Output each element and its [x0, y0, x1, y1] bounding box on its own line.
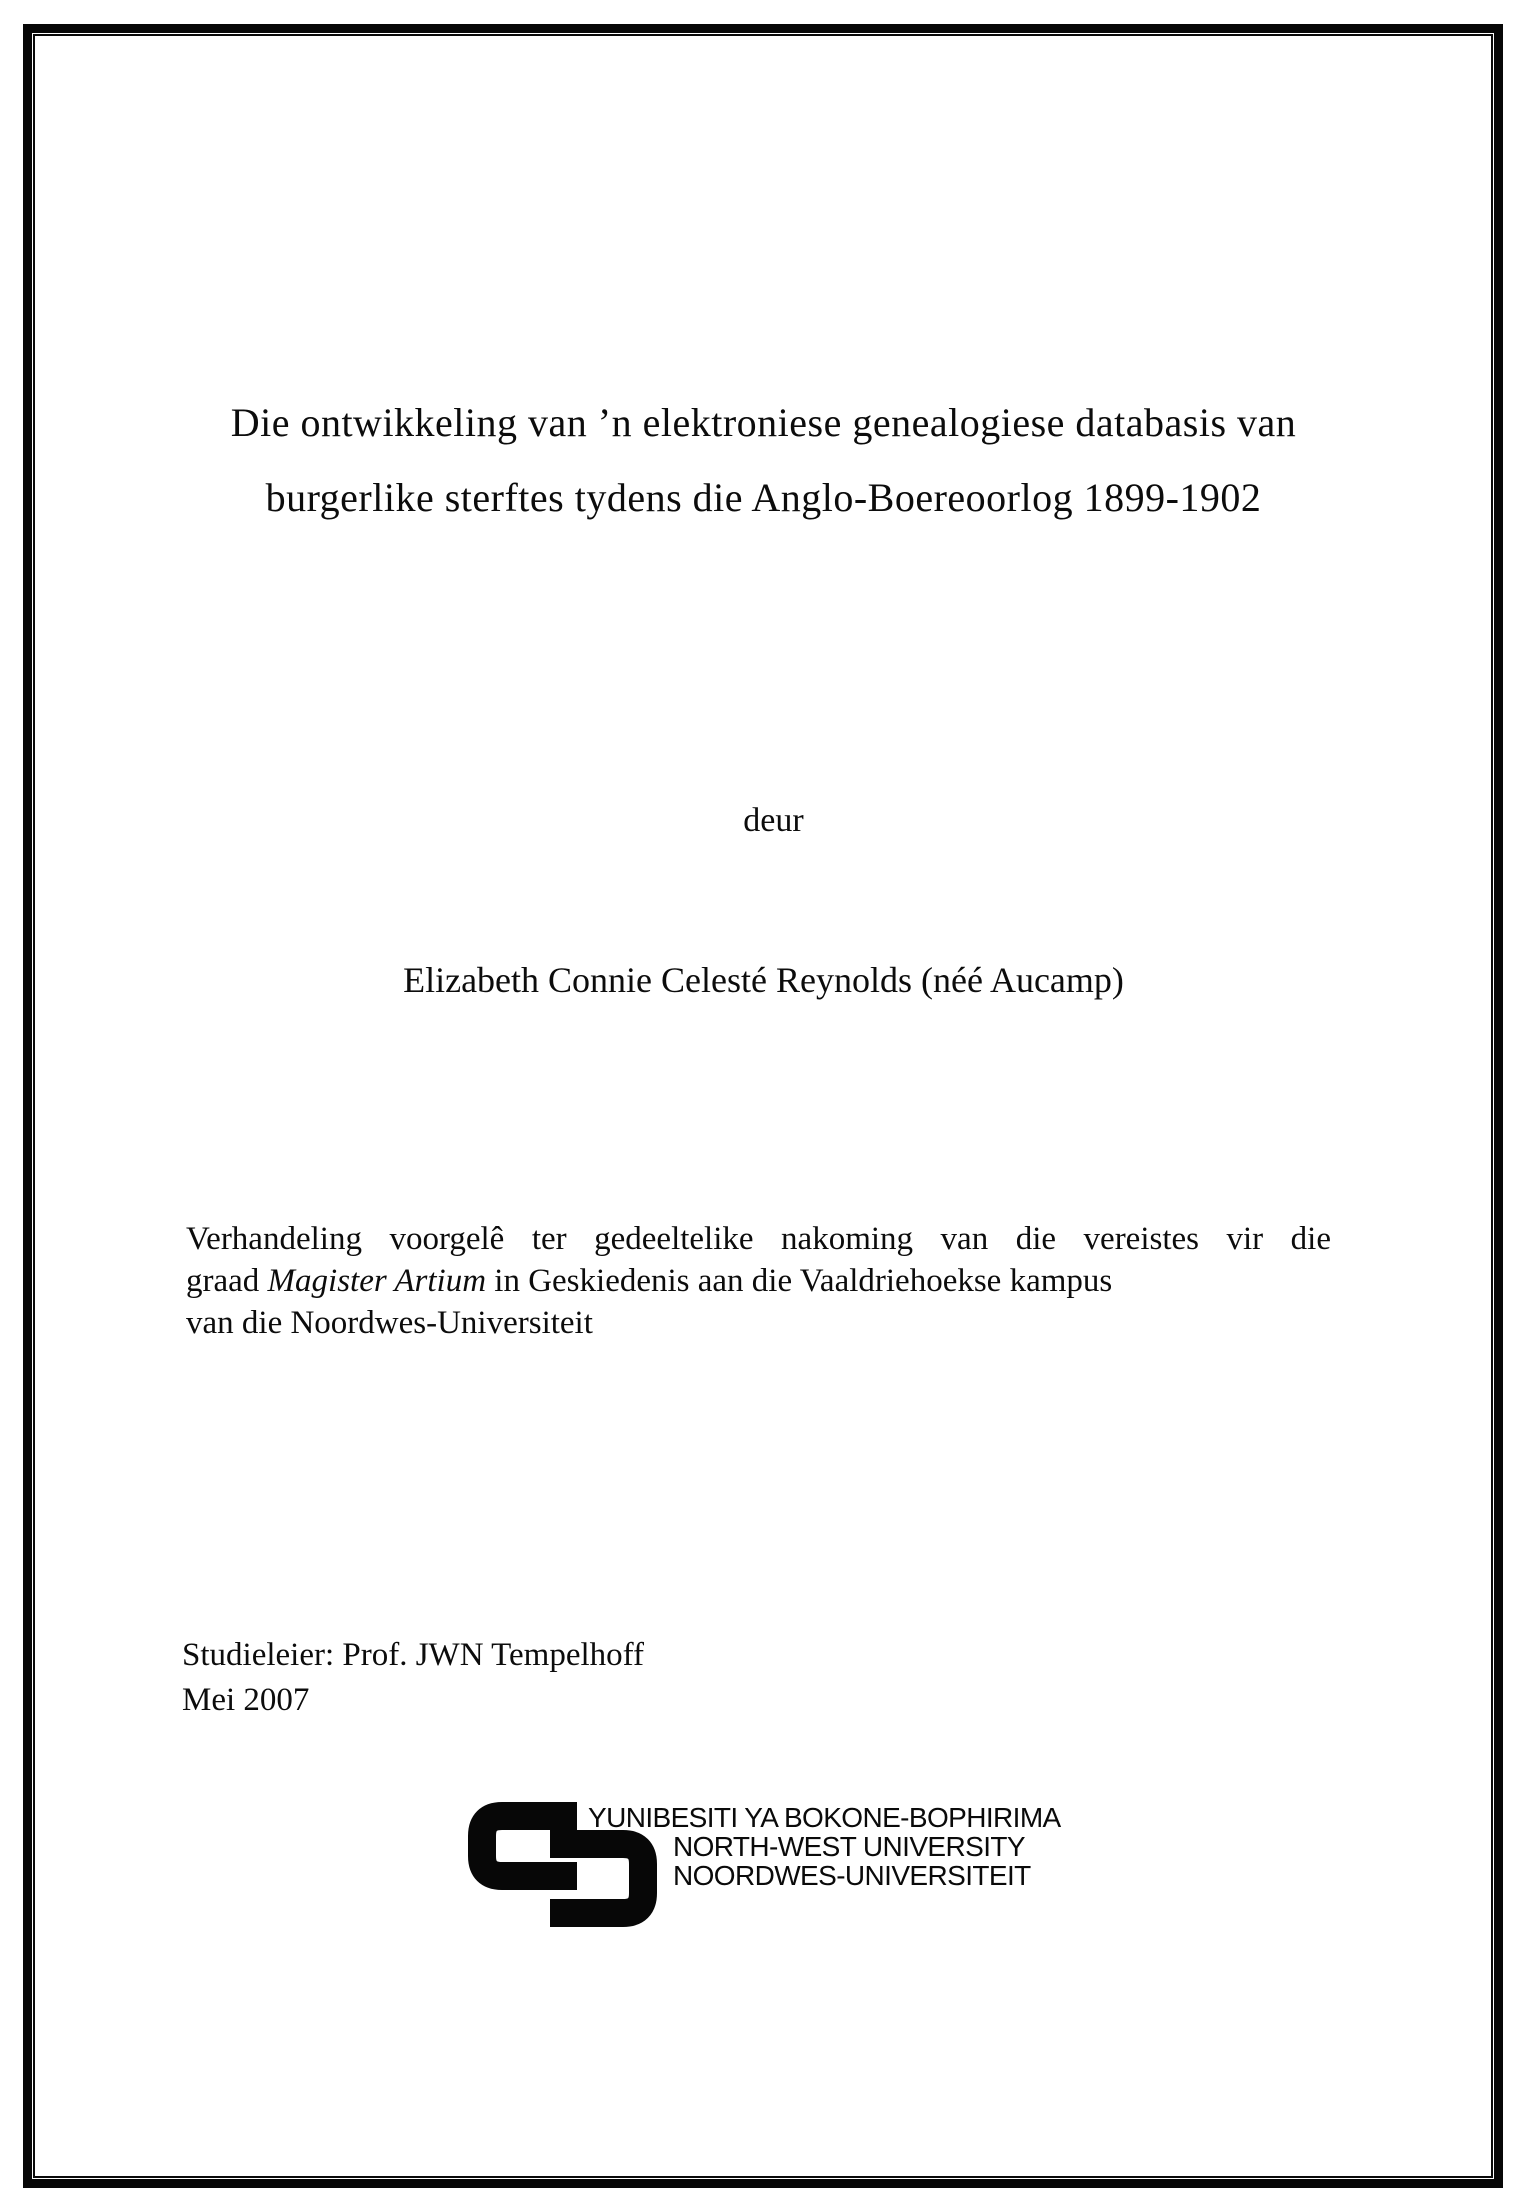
date-line: Mei 2007	[182, 1682, 310, 1718]
degree-name-italic: Magister Artium	[267, 1263, 487, 1299]
university-logo-text	[588, 1803, 1148, 1890]
logo-text-english: NORTH-WEST UNIVERSITY	[673, 1831, 1025, 1862]
degree-statement-line1: Verhandeling voorgelê ter gedeeltelike nakoming van die vereistes vir die	[186, 1221, 1331, 1257]
degree-statement-line2-post: in Geskiedenis aan die Vaaldriehoekse kampus	[486, 1263, 1113, 1299]
supervisor-block	[182, 1633, 1082, 1723]
supervisor-line: Studieleier: Prof. JWN Tempelhoff	[182, 1637, 645, 1673]
degree-statement-line2-pre: graad	[186, 1263, 268, 1299]
degree-statement-line2	[186, 1260, 1331, 1302]
author-name: Elizabeth Connie Celesté Reynolds (néé Aucamp)	[403, 960, 1124, 1000]
thesis-title-line2: burgerlike sterftes tydens die Anglo-Boereoorlog 1899-1902	[265, 475, 1262, 520]
logo-text-setswana: YUNIBESITI YA BOKONE-BOPHIRIMA	[588, 1802, 1061, 1833]
byline-deur: deur	[743, 802, 804, 839]
degree-statement-line3: van die Noordwes-Universiteit	[186, 1305, 593, 1341]
logo-text-afrikaans: NOORDWES-UNIVERSITEIT	[673, 1860, 1031, 1891]
degree-statement	[186, 1218, 1331, 1344]
thesis-title-line1: Die ontwikkeling van ’n elektroniese genealogiese databasis van	[230, 400, 1297, 445]
thesis-title	[0, 385, 1527, 535]
